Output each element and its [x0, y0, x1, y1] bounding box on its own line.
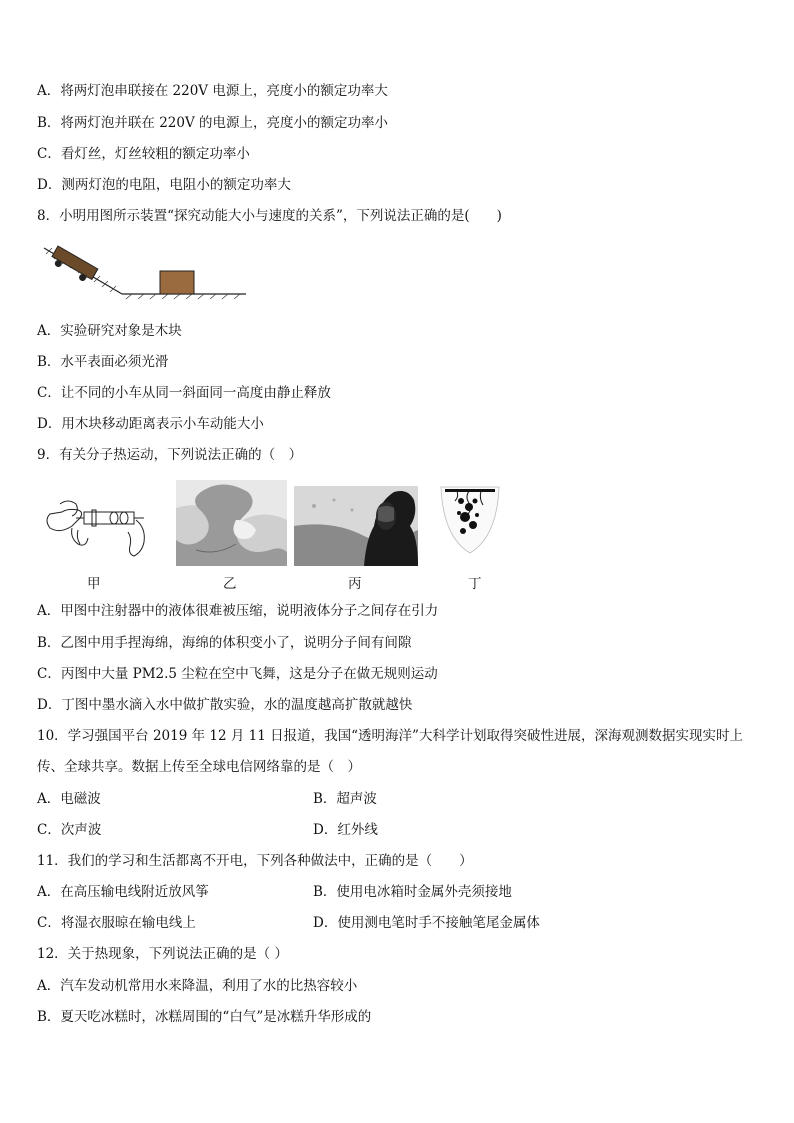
q9-option-c: C．丙图中大量 PM2.5 尘粒在空中飞舞，这是分子在做无规则运动: [37, 666, 438, 682]
q8-stem: 8．小明用图所示装置“探究动能大小与速度的关系”，下列说法正确的是( ): [37, 208, 502, 224]
q9-option-b: B．乙图中用手捏海绵，海绵的体积变小了，说明分子间有间隙: [37, 635, 412, 651]
q11-option-c: C．将湿衣服晾在输电线上: [37, 915, 196, 931]
q8-option-d: D．用木块移动距离表示小车动能大小: [37, 416, 264, 432]
q10-option-a: A．电磁波: [37, 791, 101, 807]
q12-option-b: B．夏天吃冰糕时，冰糕周围的“白气”是冰糕升华形成的: [37, 1009, 372, 1025]
q11-option-d: D．使用测电笔时手不接触笔尾金属体: [313, 915, 540, 931]
q9-caption-yi: 乙: [223, 576, 237, 592]
q9-caption-bing: 丙: [348, 576, 362, 592]
q9-figure-jia-syringe: [40, 486, 160, 564]
q9-figure-bing-dust: [294, 486, 418, 566]
q10-option-d: D．红外线: [313, 822, 378, 838]
q9-caption-ding: 丁: [468, 576, 482, 592]
q7-option-b: B．将两灯泡并联在 220V 的电源上，亮度小的额定功率小: [37, 115, 389, 131]
q7-option-d: D．测两灯泡的电阻，电阻小的额定功率大: [37, 177, 291, 193]
q9-option-a: A．甲图中注射器中的液体很难被压缩，说明液体分子之间存在引力: [37, 603, 439, 619]
q9-figure-yi-sponge: [176, 480, 287, 566]
q10-option-c: C．次声波: [37, 822, 102, 838]
q7-option-c: C．看灯丝，灯丝较粗的额定功率小: [37, 146, 250, 162]
q10-stem: 10．学习强国平台 2019 年 12 月 11 日报道，我国“透明海洋”大科学计划取得突破性进展，深海观测数据实现实时上传、全球共享。数据上传至全球电信网络靠的是（ ）: [37, 728, 743, 775]
q9-figure-ding-ink: [439, 485, 501, 557]
q8-option-b: B．水平表面必须光滑: [37, 354, 169, 370]
q11-option-a: A．在高压输电线附近放风筝: [37, 884, 209, 900]
q8-option-a: A．实验研究对象是木块: [37, 323, 182, 339]
q7-option-a: A．将两灯泡串联接在 220V 电源上，亮度小的额定功率大: [37, 83, 388, 99]
q11-option-b: B．使用电冰箱时金属外壳须接地: [313, 884, 512, 900]
cart-icon: [49, 246, 98, 285]
q9-option-d: D．丁图中墨水滴入水中做扩散实验，水的温度越高扩散就越快: [37, 697, 413, 713]
q11-stem: 11．我们的学习和生活都离不开电，下列各种做法中，正确的是（ ）: [37, 853, 473, 869]
q9-caption-jia: 甲: [87, 576, 101, 592]
q9-stem: 9．有关分子热运动，下列说法正确的（ ）: [37, 447, 303, 463]
q8-incline-cart-figure: [40, 238, 250, 300]
q12-stem: 12．关于热现象，下列说法正确的是（ ）: [37, 946, 288, 962]
q12-option-a: A．汽车发动机常用水来降温，利用了水的比热容较小: [37, 978, 358, 994]
q10-option-b: B．超声波: [313, 791, 377, 807]
q8-option-c: C．让不同的小车从同一斜面同一高度由静止释放: [37, 385, 331, 401]
wood-block-icon: [160, 271, 194, 294]
